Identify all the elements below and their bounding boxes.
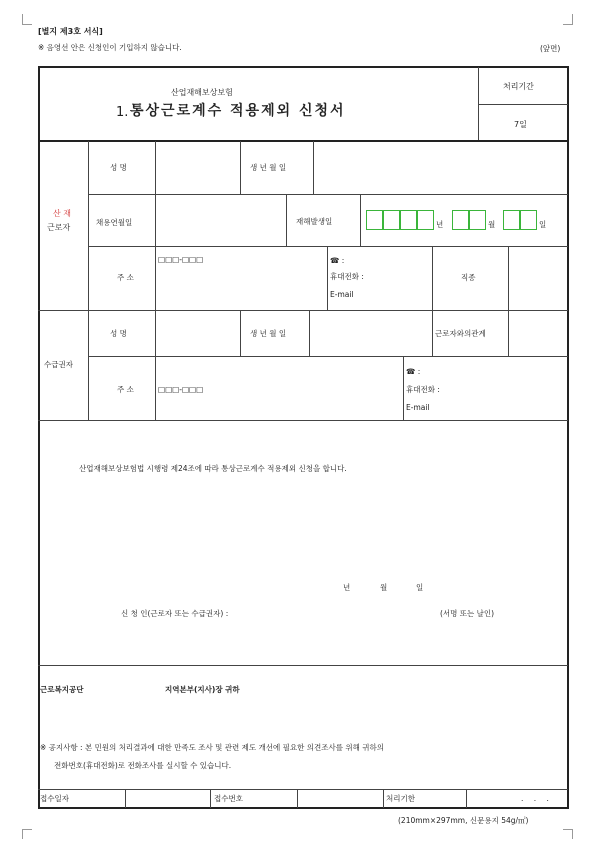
beneficiary-birth-field[interactable] bbox=[311, 313, 431, 355]
sign-date-day: 일 bbox=[416, 583, 424, 592]
beneficiary-name-field[interactable] bbox=[157, 313, 239, 355]
beneficiary-email-label: E-mail bbox=[406, 403, 430, 412]
receipt-number-label: 접수번호 bbox=[214, 794, 243, 803]
accident-day-digit-box[interactable] bbox=[503, 210, 520, 230]
job-label: 직종 bbox=[461, 273, 476, 282]
accident-date-label: 재해발생일 bbox=[296, 217, 333, 226]
hire-date-label: 채용연월일 bbox=[96, 218, 133, 227]
job-field[interactable] bbox=[510, 249, 565, 309]
paper-spec: (210mm×297mm, 신문용지 54g/㎡) bbox=[398, 816, 529, 825]
worker-section-label-top: 산 재 bbox=[53, 209, 71, 218]
receipt-date-field[interactable] bbox=[127, 791, 209, 806]
date-unit-day: 일 bbox=[539, 220, 547, 229]
accident-year-digit-box[interactable] bbox=[383, 210, 400, 230]
page-side: (앞면) bbox=[540, 44, 561, 53]
processing-period-label: 처리기간 bbox=[503, 82, 534, 91]
receipt-date-label: 접수일자 bbox=[40, 794, 69, 803]
worker-email-label: E-mail bbox=[330, 290, 354, 299]
deadline-label: 처리기한 bbox=[386, 794, 415, 803]
worker-phone-label: ☎ : bbox=[330, 256, 345, 265]
worker-birth-label: 생 년 월 일 bbox=[250, 163, 287, 172]
processing-period-value: 7일 bbox=[514, 120, 527, 129]
deadline-value: . . . bbox=[521, 794, 553, 803]
date-unit-year: 년 bbox=[436, 220, 444, 229]
beneficiary-section-label: 수급권자 bbox=[44, 360, 73, 369]
worker-name-label: 성 명 bbox=[110, 163, 127, 172]
worker-address-label: 주 소 bbox=[117, 273, 134, 282]
worker-mobile-label: 휴대전화 : bbox=[330, 272, 364, 281]
shading-note: ※ 음영선 안은 신청인이 기입하지 않습니다. bbox=[38, 43, 182, 52]
accident-year-digit-box[interactable] bbox=[417, 210, 434, 230]
notice-line-2: 전화번호(휴대전화)로 전화조사를 실시할 수 있습니다. bbox=[54, 761, 232, 770]
sign-date-month: 월 bbox=[380, 583, 388, 592]
recipient-branch: 지역본부(지사)장 귀하 bbox=[165, 685, 240, 694]
worker-postcode[interactable]: □□□-□□□ bbox=[158, 255, 204, 264]
date-unit-month: 월 bbox=[488, 220, 496, 229]
page-title: 통상근로계수 적용제외 신청서 bbox=[130, 103, 346, 119]
recipient-org: 근로복지공단 bbox=[40, 685, 84, 694]
accident-year-digit-box[interactable] bbox=[400, 210, 417, 230]
declaration-statement: 산업재해보상보험법 시행령 제24조에 따라 통상근로계수 적용제외 신청을 합니다. bbox=[79, 464, 347, 473]
receipt-number-field[interactable] bbox=[299, 791, 382, 806]
accident-year-digit-box[interactable] bbox=[366, 210, 383, 230]
applicant-name-field[interactable] bbox=[300, 604, 430, 622]
relation-field[interactable] bbox=[510, 313, 565, 355]
sign-date-year: 년 bbox=[343, 583, 351, 592]
applicant-label: 신 청 인(근로자 또는 수급권자) : bbox=[121, 609, 229, 618]
accident-month-digit-box[interactable] bbox=[469, 210, 486, 230]
form-number: [별지 제3호 서식] bbox=[38, 27, 103, 36]
beneficiary-name-label: 성 명 bbox=[110, 329, 127, 338]
beneficiary-phone-label: ☎ : bbox=[406, 367, 421, 376]
law-name: 산업재해보상보험 bbox=[171, 88, 233, 97]
title-prefix: 1. bbox=[116, 105, 129, 120]
beneficiary-mobile-label: 휴대전화 : bbox=[406, 385, 440, 394]
beneficiary-postcode[interactable]: □□□-□□□ bbox=[158, 385, 204, 394]
accident-day-digit-box[interactable] bbox=[520, 210, 537, 230]
accident-month-digit-box[interactable] bbox=[452, 210, 469, 230]
sign-label: (서명 또는 날인) bbox=[440, 609, 495, 618]
worker-section-label-bottom: 근로자 bbox=[47, 223, 71, 232]
hire-date-field[interactable] bbox=[157, 196, 285, 245]
relation-label: 근로자와의관계 bbox=[435, 329, 486, 338]
worker-name-field[interactable] bbox=[157, 143, 239, 193]
worker-birth-field[interactable] bbox=[315, 143, 565, 193]
notice-line-1: ※ 공지사항 : 본 민원의 처리결과에 대한 만족도 조사 및 관련 제도 개선에 필요한 의견조사를 위해 귀하의 bbox=[40, 743, 384, 752]
beneficiary-birth-label: 생 년 월 일 bbox=[250, 329, 287, 338]
beneficiary-address-label: 주 소 bbox=[117, 385, 134, 394]
